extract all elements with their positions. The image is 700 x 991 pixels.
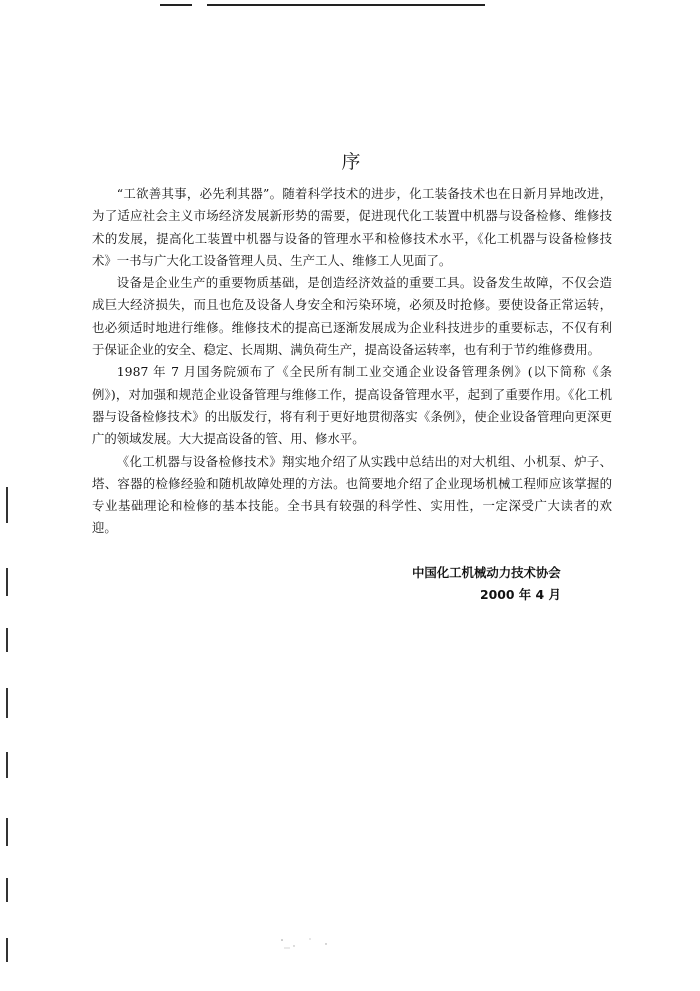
scan-margin-mark [6, 568, 8, 596]
signature-date: 2000 年 4 月 [480, 587, 561, 602]
signature-block [412, 562, 612, 606]
preface-body [92, 183, 612, 540]
scan-margin-mark [6, 818, 8, 846]
page-title: 序 [341, 151, 363, 173]
paragraph: “工欲善其事，必先利其器”。随着科学技术的进步，化工装备技术也在日新月异地改进，为了适应社会主义市场经济发展新形势的需要，促进现代化工装置中机器与设备检修、维修技术的发展，提高化工装置中机器与设备的管理水平和检修技术水平，《化工机器与设备检修技术》一书与广大化工设备管理人员、生产工人、维修工人见面了。 [92, 186, 612, 268]
scan-margin-mark [6, 752, 8, 778]
paragraph: 设备是企业生产的重要物质基础，是创造经济效益的重要工具。设备发生故障，不仅会造成巨大经济损失，而且也危及设备人身安全和污染环境，必须及时抢修。要使设备正常运转，也必须适时地进行维修。维修技术的提高已逐渐发展成为企业科技进步的重要标志，不仅有利于保证企业的安全、稳定、长周期、满负荷生产，提高设备运转率，也有利于节约维修费用。 [92, 275, 612, 358]
scan-margin-mark [6, 878, 8, 902]
signature-organization: 中国化工机械动力技术协会 [412, 565, 561, 580]
scan-margin-mark [6, 688, 8, 718]
paragraph: 《化工机器与设备检修技术》翔实地介绍了从实践中总结出的对大机组、小机泵、炉子、塔、容器的检修经验和随机故障处理的方法。也简要地介绍了企业现场机械工程师应该掌握的专业基础理论和检修的基本技能。全书具有较强的科学性、实用性，一定深受广大读者的欢迎。 [92, 453, 612, 536]
top-rule-right [207, 4, 485, 6]
scan-margin-mark [6, 487, 8, 523]
top-rule-left [160, 4, 192, 6]
scan-margin-mark [6, 938, 8, 962]
scan-specks [276, 936, 336, 950]
scan-margin-mark [6, 628, 8, 652]
paragraph: 1987 年 7 月国务院颁布了《全民所有制工业交通企业设备管理条例》(以下简称《条例》)，对加强和规范企业设备管理与维修工作，提高设备管理水平，起到了重要作用。《化工机器与设备检修技术》的出版发行，将有利于更好地贯彻落实《条例》，使企业设备管理向更深更广的领域发展。大大提高设备的管、用、修水平。 [92, 364, 612, 447]
